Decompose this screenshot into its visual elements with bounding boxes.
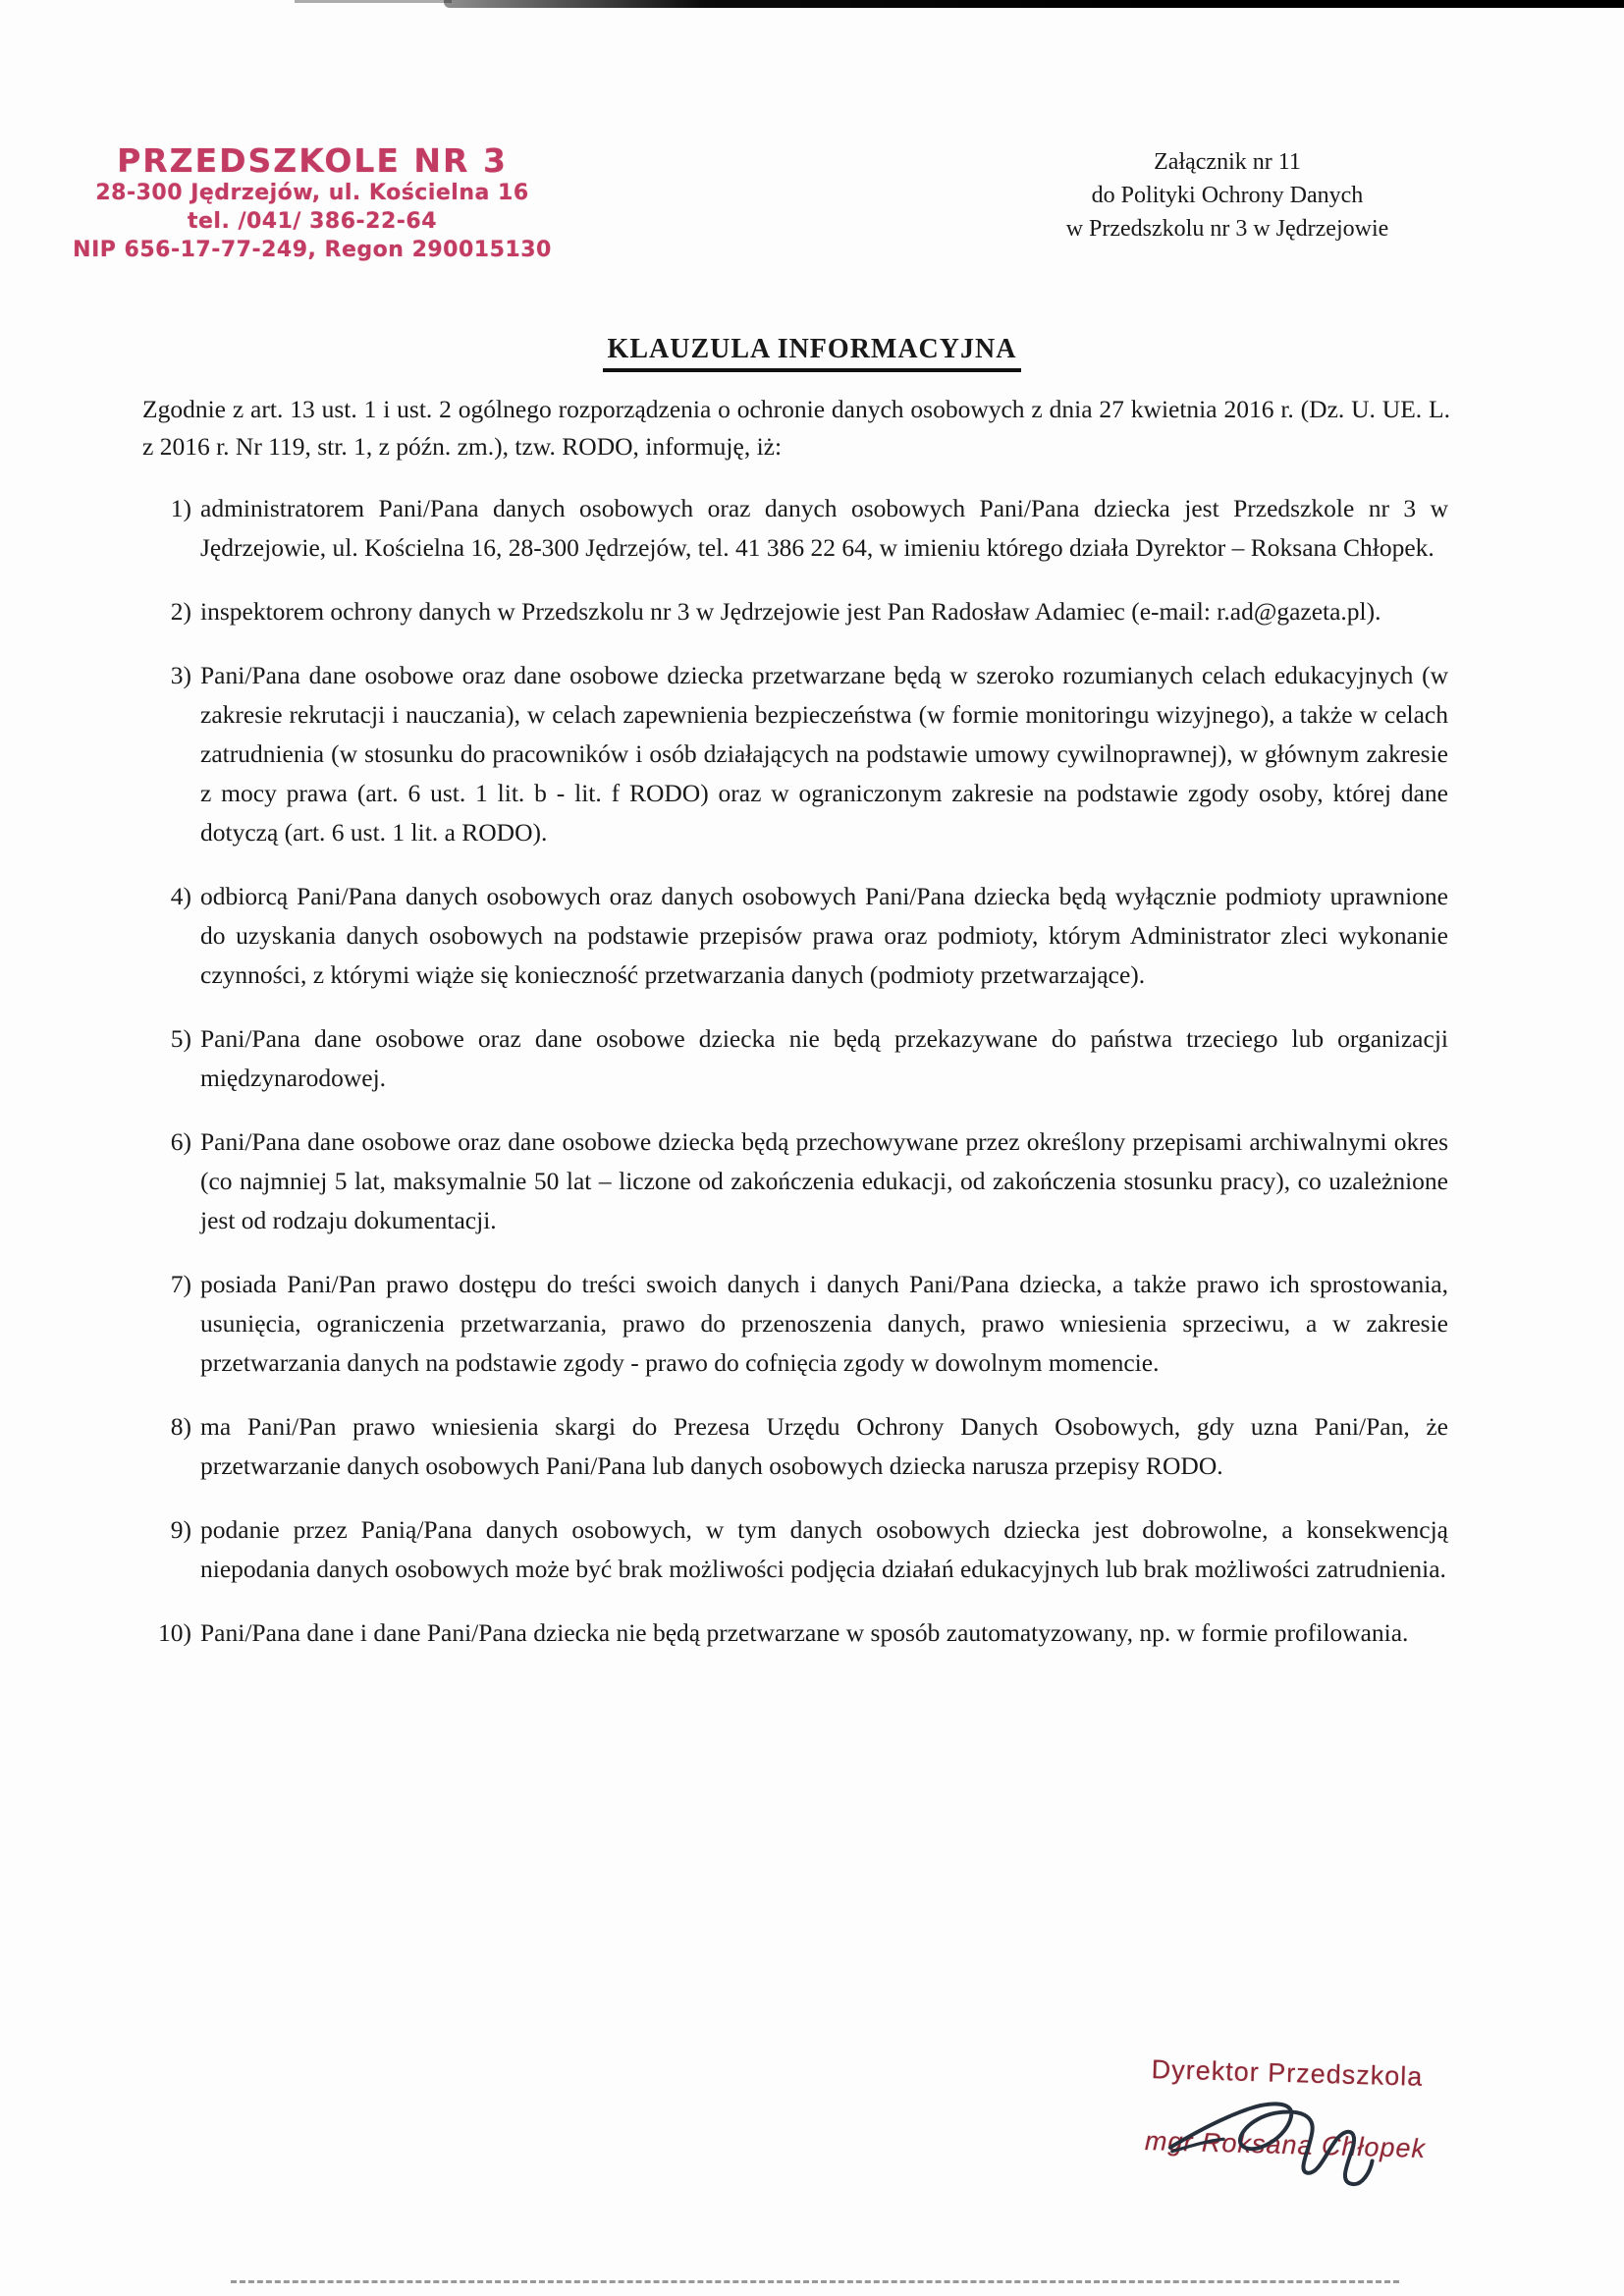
numbered-list [147, 489, 1448, 1677]
item-number: 5) [170, 1024, 191, 1053]
item-text: administratorem Pani/Pana danych osobowych oraz danych osobowych Pani/Pana dziecka jest Przedszkole nr 3 w Jędrzejowie, ul. Kościelna 16, 28-300 Jędrzejów, tel. 41 386 22 64, w imieniu którego działa Dyrektor – Roksana Chłopek. [200, 494, 1448, 562]
list-item [147, 1613, 1448, 1653]
title-row [0, 334, 1624, 372]
list-item [147, 1510, 1448, 1589]
item-text: Pani/Pana dane osobowe oraz dane osobowe dziecka nie będą przekazywane do państwa trzeciego lub organizacji międzynarodowej. [200, 1024, 1448, 1092]
item-number: 10) [158, 1618, 191, 1647]
item-text: podanie przez Panią/Pana danych osobowych, w tym danych osobowych dziecka jest dobrowolne, a konsekwencją niepodania danych osobowych może być brak możliwości podjęcia działań edukacyjnych lub brak możliwości zatrudnienia. [200, 1515, 1448, 1583]
school-stamp-name: PRZEDSZKOLE NR 3 [117, 141, 508, 180]
list-item [147, 656, 1448, 852]
item-number: 7) [170, 1270, 191, 1298]
item-number: 9) [170, 1515, 191, 1544]
school-stamp-phone: tel. /041/ 386-22-64 [187, 209, 438, 234]
item-text: Pani/Pana dane i dane Pani/Pana dziecka nie będą przetwarzane w sposób zautomatyzowany, np. w formie profilowania. [200, 1618, 1409, 1647]
attachment-note-line2: do Polityki Ochrony Danych [1091, 183, 1364, 208]
scan-artifact-bottom [231, 2280, 1399, 2283]
school-stamp-nip-regon: NIP 656-17-77-249, Regon 290015130 [73, 238, 552, 262]
item-number: 3) [170, 661, 191, 689]
school-stamp [67, 143, 558, 264]
attachment-note [1021, 145, 1434, 246]
item-text: Pani/Pana dane osobowe oraz dane osobowe dziecka przetwarzane będą w szeroko rozumianych celach edukacyjnych (w zakresie rekrutacji i nauczania), w celach zapewnienia bezpieczeństwa (w formie monitoringu wizyjnego), a także w celach zatrudnienia (w stosunku do pracowników i osób działających na podstawie umowy cywilnoprawnej), w głównym zakresie z mocy prawa (art. 6 ust. 1 lit. b - lit. f RODO) oraz w ograniczonym zakresie na podstawie zgody osoby, której dane dotyczą (art. 6 ust. 1 lit. a RODO). [200, 661, 1448, 847]
school-stamp-address: 28-300 Jędrzejów, ul. Kościelna 16 [95, 181, 529, 205]
document-title: KLAUZULA INFORMACYJNA [603, 334, 1022, 372]
signature-block [1123, 2053, 1450, 2164]
signature-role: Dyrektor Przedszkola [1151, 2054, 1424, 2092]
item-text: odbiorcą Pani/Pana danych osobowych oraz danych osobowych Pani/Pana dziecka będą wyłącznie podmioty uprawnione do uzyskania danych osobowych na podstawie przepisów prawa oraz podmioty, którym Administrator zleci wykonanie czynności, z którymi wiąże się konieczność przetwarzania danych (podmioty przetwarzające). [200, 882, 1448, 989]
item-number: 1) [170, 494, 191, 522]
list-item [147, 1019, 1448, 1098]
list-item [147, 1265, 1448, 1383]
list-item [147, 592, 1448, 631]
item-text: Pani/Pana dane osobowe oraz dane osobowe dziecka będą przechowywane przez określony przepisami archiwalnymi okres (co najmniej 5 lat, maksymalnie 50 lat – liczone od zakończenia edukacji, od zakończenia stosunku pracy), co uzależnione jest od rodzaju dokumentacji. [200, 1127, 1448, 1234]
item-number: 4) [170, 882, 191, 910]
item-number: 6) [170, 1127, 191, 1156]
attachment-note-line1: Załącznik nr 11 [1154, 149, 1301, 175]
list-item [147, 1407, 1448, 1486]
list-item [147, 1122, 1448, 1240]
attachment-note-line3: w Przedszkolu nr 3 w Jędrzejowie [1065, 216, 1389, 242]
item-text: posiada Pani/Pan prawo dostępu do treści swoich danych i danych Pani/Pana dziecka, a także prawo ich sprostowania, usunięcia, ograniczenia przetwarzania, prawo do przenoszenia danych, prawo wniesienia sprzeciwu, a w zakresie przetwarzania danych na podstawie zgody - prawo do cofnięcia zgody w dowolnym momencie. [200, 1270, 1448, 1377]
item-text: inspektorem ochrony danych w Przedszkolu nr 3 w Jędrzejowie jest Pan Radosław Adamiec (e-mail: r.ad@gazeta.pl). [200, 597, 1381, 626]
item-text: ma Pani/Pan prawo wniesienia skargi do Prezesa Urzędu Ochrony Danych Osobowych, gdy uzna Pani/Pan, że przetwarzanie danych osobowych Pani/Pana lub danych osobowych dziecka narusza przepisy RODO. [200, 1412, 1448, 1480]
scan-artifact-top-smudge [295, 0, 452, 3]
item-number: 8) [170, 1412, 191, 1441]
signature-name: mgr Roksana Chłopek [1144, 2125, 1427, 2163]
intro-paragraph: Zgodnie z art. 13 ust. 1 i ust. 2 ogólnego rozporządzenia o ochronie danych osobowych z dnia 27 kwietnia 2016 r. (Dz. U. UE. L. z 2016 r. Nr 119, str. 1, z późn. zm.), tzw. RODO, informuję, iż: [142, 395, 1450, 461]
list-item [147, 877, 1448, 995]
list-item [147, 489, 1448, 568]
scan-artifact-top [444, 0, 1624, 8]
item-number: 2) [170, 597, 191, 626]
